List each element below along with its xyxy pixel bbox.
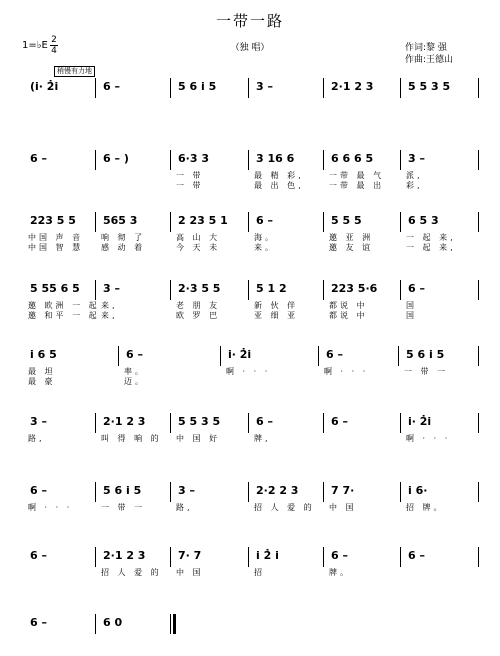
lyric-line: 欧 罗 巴 xyxy=(176,311,221,320)
lyric-line: 啊 · · · xyxy=(324,367,369,376)
lyric-line: 最 豪 xyxy=(28,377,56,386)
measure-notes: i 2̇ i xyxy=(256,549,279,562)
lyric-line: 一 带 一 xyxy=(404,367,449,376)
expression-mark: 稍慢有力地 xyxy=(54,66,95,77)
measure-notes: 6 – xyxy=(256,214,273,227)
lyric-line: 一带 最 出 xyxy=(329,181,385,190)
measure-notes: 5 55 6 5 xyxy=(30,282,80,295)
lyric-line: 啊 · · · xyxy=(226,367,271,376)
bar-line xyxy=(248,212,249,232)
bar-line xyxy=(323,547,324,567)
measure-notes: 2·1 2 3 xyxy=(103,549,146,562)
bar-line xyxy=(248,413,249,433)
bar-line xyxy=(95,78,96,98)
lyric-line: 最 出 色, xyxy=(254,181,304,190)
lyric-line: 招 人 爱 的 xyxy=(101,568,162,577)
bar-line xyxy=(478,280,479,300)
lyric-line: 啊 · · · xyxy=(28,503,73,512)
bar-line xyxy=(95,482,96,502)
meter-bottom: 4 xyxy=(51,46,57,56)
measure-notes: 5 5 3 5 xyxy=(408,80,451,93)
lyric-line: 感 动 着 xyxy=(101,243,146,252)
lyric-line: 一 带 xyxy=(176,171,204,180)
lyric-line: 来, xyxy=(101,311,118,320)
bar-line xyxy=(323,150,324,170)
final-bar-line-thick xyxy=(173,614,176,634)
lyric-line: 新 伙 伴 xyxy=(254,301,299,310)
bar-line xyxy=(95,547,96,567)
measure-notes: 6 – xyxy=(408,282,425,295)
measure-notes: 3 – xyxy=(408,152,425,165)
bar-line xyxy=(95,280,96,300)
lyric-line: 一 带 xyxy=(176,181,204,190)
measure-notes: 2·3 5 5 xyxy=(178,282,221,295)
measure-notes: 6 – xyxy=(331,549,348,562)
bar-line xyxy=(170,413,171,433)
lyric-line: 中 国 xyxy=(176,568,204,577)
measure-notes: 6 – xyxy=(408,549,425,562)
bar-line xyxy=(170,547,171,567)
final-bar-line xyxy=(170,614,171,634)
lyric-line: 路, xyxy=(28,434,45,443)
bar-line xyxy=(400,547,401,567)
lyric-line: 牌, xyxy=(254,434,271,443)
bar-line xyxy=(323,212,324,232)
lyric-line: 邀 欧洲 一 起 xyxy=(28,301,100,310)
measure-notes: 6 5 3 xyxy=(408,214,439,227)
measure-notes: 5 6 i 5 xyxy=(178,80,217,93)
lyric-line: 都说 中 xyxy=(329,301,368,310)
measure-notes: i 6· xyxy=(408,484,428,497)
bar-line xyxy=(398,346,399,366)
measure-notes: 6 – xyxy=(331,415,348,428)
bar-line xyxy=(400,78,401,98)
lyric-line: 派, xyxy=(406,171,423,180)
composer: 作曲:王德山 xyxy=(405,55,454,65)
bar-line xyxy=(170,150,171,170)
measure-notes: 6 – xyxy=(126,348,143,361)
bar-line xyxy=(323,280,324,300)
bar-line xyxy=(118,346,119,366)
bar-line xyxy=(220,346,221,366)
measure-notes: 6·3 3 xyxy=(178,152,209,165)
bar-line xyxy=(400,150,401,170)
song-subtitle: （独 唱） xyxy=(230,43,270,53)
song-title: 一带一路 xyxy=(215,12,284,30)
lyric-line: 啊 · · · xyxy=(406,434,451,443)
measure-notes: 6 – xyxy=(30,484,47,497)
lyric-line: 叫 得 响 的 xyxy=(101,434,162,443)
lyric-line: 最 精 彩, xyxy=(254,171,304,180)
measure-notes: 6 – xyxy=(256,415,273,428)
lyric-line: 中国 智 慧 xyxy=(28,243,84,252)
lyric-line: 海。 xyxy=(254,233,276,242)
measure-notes: 3 16 6 xyxy=(256,152,295,165)
lyric-line: 一 起 来, xyxy=(406,233,456,242)
measure-notes: i 6 5 xyxy=(30,348,57,361)
bar-line xyxy=(478,150,479,170)
lyric-line: 招 xyxy=(254,568,265,577)
lyric-line: 牌。 xyxy=(329,568,351,577)
lyric-line: 国 xyxy=(406,301,417,310)
lyric-line: 响 彻 了 xyxy=(101,233,146,242)
measure-notes: 7 7· xyxy=(331,484,355,497)
measure-notes: 565 3 xyxy=(103,214,138,227)
measure-notes: 6 – xyxy=(103,80,120,93)
bar-line xyxy=(95,150,96,170)
meter-top: 2 xyxy=(51,35,57,45)
bar-line xyxy=(170,78,171,98)
measure-notes: 3 – xyxy=(30,415,47,428)
lyric-line: 亚 细 亚 xyxy=(254,311,299,320)
bar-line xyxy=(248,78,249,98)
lyric-line: 彩, xyxy=(406,181,423,190)
measure-notes: i· 2̇i xyxy=(228,348,252,361)
measure-notes: 6 – xyxy=(30,549,47,562)
bar-line xyxy=(95,614,96,634)
bar-line xyxy=(170,212,171,232)
measure-notes: 6 – xyxy=(326,348,343,361)
measure-notes: 5 6 i 5 xyxy=(103,484,142,497)
measure-notes: 3 – xyxy=(256,80,273,93)
lyric-line: 都说 中 xyxy=(329,311,368,320)
lyric-line: 迈。 xyxy=(124,377,146,386)
measure-notes: 2·1 2 3 xyxy=(331,80,374,93)
measure-notes: 223 5·6 xyxy=(331,282,378,295)
bar-line xyxy=(400,413,401,433)
measure-notes: 5 5 5 xyxy=(331,214,362,227)
measure-notes: 6 0 xyxy=(103,616,123,629)
measure-notes: 3 – xyxy=(178,484,195,497)
lyric-line: 老 朋 友 xyxy=(176,301,221,310)
lyric-line: 招 牌。 xyxy=(406,503,445,512)
measure-notes: 5 1 2 xyxy=(256,282,287,295)
measure-notes: 6 – xyxy=(30,616,47,629)
bar-line xyxy=(400,280,401,300)
bar-line xyxy=(478,413,479,433)
bar-line xyxy=(478,547,479,567)
lyric-line: 中 国 好 xyxy=(176,434,221,443)
lyric-line: 招 人 爱 的 xyxy=(254,503,315,512)
bar-line xyxy=(318,346,319,366)
lyricist: 作词:黎 强 xyxy=(405,43,447,53)
lyric-line: 来。 xyxy=(254,243,276,252)
measure-notes: 6 – ) xyxy=(103,152,129,165)
bar-line xyxy=(248,150,249,170)
measure-notes: 5 5 3 5 xyxy=(178,415,221,428)
lyric-line: 路, xyxy=(176,503,193,512)
bar-line xyxy=(95,413,96,433)
measure-notes: 6 6 6 5 xyxy=(331,152,374,165)
lyric-line: 一带 最 气 xyxy=(329,171,385,180)
measure-notes: 7· 7 xyxy=(178,549,202,562)
lyric-line: 一 起 来, xyxy=(406,243,456,252)
lyric-line: 一 带 一 xyxy=(101,503,146,512)
bar-line xyxy=(478,78,479,98)
lyric-line: 高 山 大 xyxy=(176,233,221,242)
measure-notes: 2·2 2 3 xyxy=(256,484,299,497)
bar-line xyxy=(478,212,479,232)
measure-notes: 6 – xyxy=(30,152,47,165)
bar-line xyxy=(400,212,401,232)
bar-line xyxy=(323,78,324,98)
measure-notes: 2 23 5 1 xyxy=(178,214,228,227)
bar-line xyxy=(323,413,324,433)
bar-line xyxy=(478,482,479,502)
measure-notes: i· 2̇i xyxy=(408,415,432,428)
bar-line xyxy=(400,482,401,502)
lyric-line: 国 xyxy=(406,311,417,320)
measure-notes: 5 6 i 5 xyxy=(406,348,445,361)
lyric-line: 今 天 未 xyxy=(176,243,221,252)
bar-line xyxy=(478,346,479,366)
lyric-line: 邀 和平 一 起 xyxy=(28,311,100,320)
bar-line xyxy=(323,482,324,502)
measure-notes: 2·1 2 3 xyxy=(103,415,146,428)
measure-notes: (i· 2̇i xyxy=(30,80,59,93)
lyric-line: 最 坦 xyxy=(28,367,56,376)
bar-line xyxy=(95,212,96,232)
bar-line xyxy=(170,482,171,502)
bar-line xyxy=(248,482,249,502)
bar-line xyxy=(248,547,249,567)
bar-line xyxy=(248,280,249,300)
lyric-line: 率。 xyxy=(124,367,146,376)
key-signature: 1=♭E xyxy=(22,40,48,51)
lyric-line: 邀 友 谊 xyxy=(329,243,374,252)
lyric-line: 中国 声 音 xyxy=(28,233,84,242)
measure-notes: 3 – xyxy=(103,282,120,295)
measure-notes: 223 5 5 xyxy=(30,214,76,227)
bar-line xyxy=(170,280,171,300)
lyric-line: 来, xyxy=(101,301,118,310)
lyric-line: 邀 亚 洲 xyxy=(329,233,374,242)
lyric-line: 中 国 xyxy=(329,503,357,512)
